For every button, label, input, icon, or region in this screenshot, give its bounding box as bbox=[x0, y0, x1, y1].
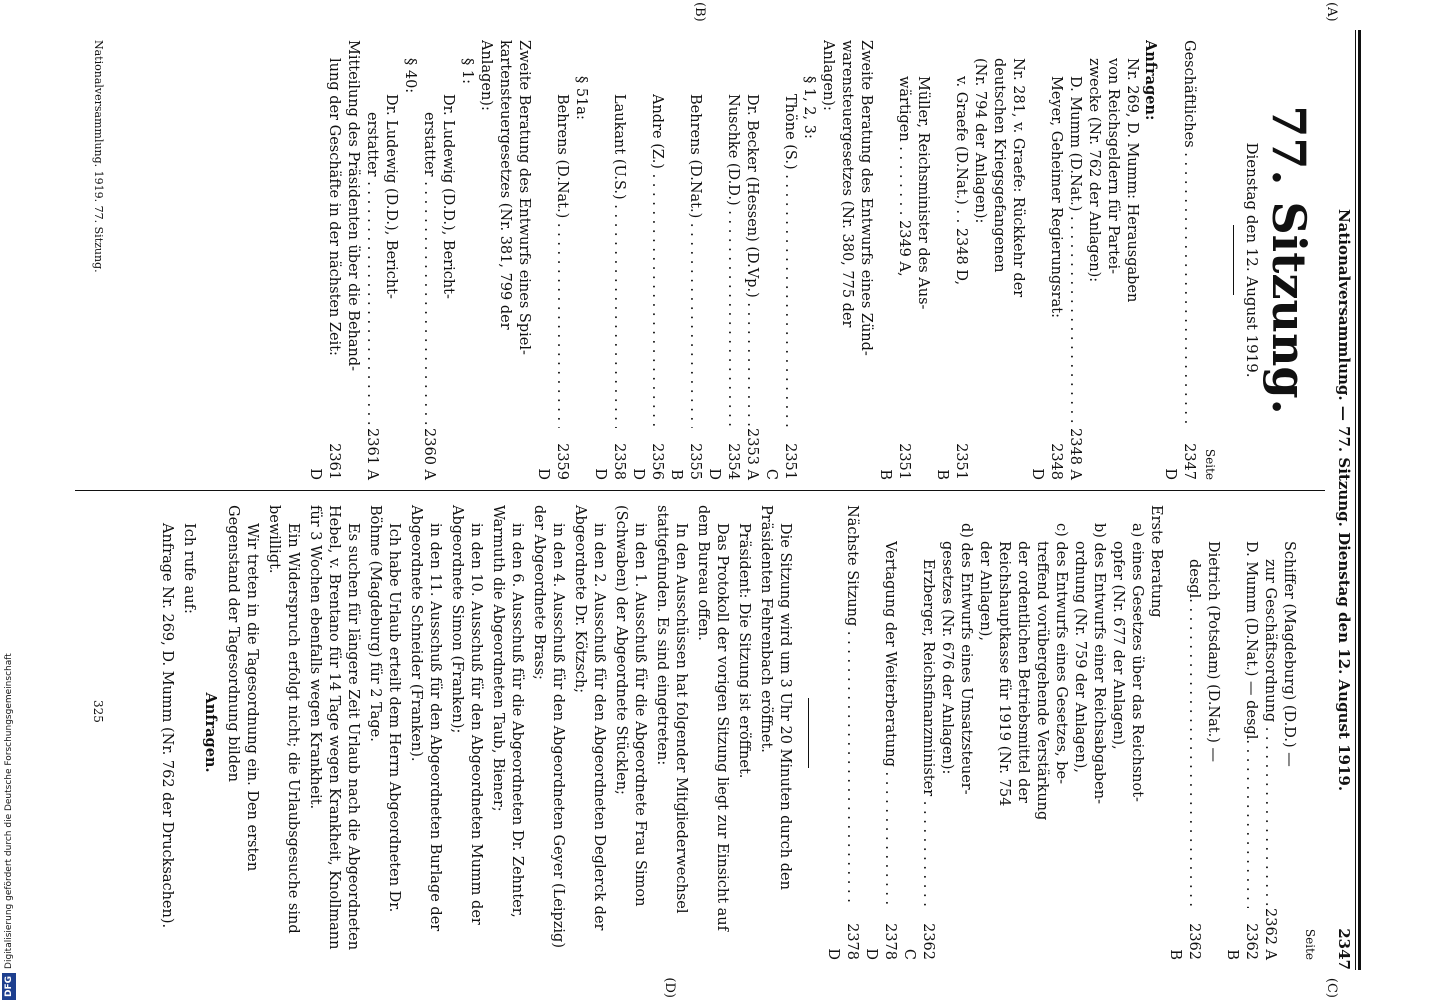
toc-entry-page: 2360 A bbox=[421, 428, 437, 480]
minutes-paragraph: in den 11. Ausschuß für den Abgeordneten Burlage der Abgeordnete Schneider (Franken). bbox=[408, 505, 443, 932]
toc-entry-text: zwecke (Nr. 762 der Anlagen): bbox=[1086, 58, 1102, 283]
toc-entry bbox=[400, 40, 419, 480]
toc-entry bbox=[761, 40, 799, 480]
toc-entry bbox=[666, 40, 704, 480]
minutes-paragraph: Ich rufe auf: bbox=[181, 523, 197, 614]
toc-entry bbox=[704, 40, 742, 480]
toc-entry-page: 2348 D bbox=[1029, 443, 1064, 480]
toc-entry-text: Dietrich (Potsdam) (D.Nat.) — bbox=[1205, 541, 1221, 762]
toc-entry-text: § 51a: bbox=[573, 76, 589, 120]
toc-entry-page: 2359 D bbox=[535, 443, 570, 480]
toc-entry bbox=[1008, 40, 1027, 480]
toc-entry bbox=[533, 40, 571, 480]
toc-entry-text: Dr. Ludewig (D.D.), Bericht- bbox=[440, 94, 456, 299]
toc-entry bbox=[937, 505, 956, 960]
toc-entry-text: deutschen Kriegsgefangenen bbox=[991, 58, 1007, 273]
toc-entry bbox=[956, 505, 975, 960]
toc-entry-text: Schiffer (Magdeburg) (D.D.) — bbox=[1281, 541, 1297, 767]
toc-entry-text: Erzberger, Reichsfinanzminister . . . bbox=[918, 559, 937, 908]
toc-entry-text: Laukant (U.S.) . . . bbox=[609, 94, 628, 428]
toc-entry-text: Zweite Beratung des Entwurfs eines Zünd- bbox=[858, 40, 874, 356]
margin-mark-a: (A) bbox=[1324, 2, 1339, 22]
toc-entry-text: desgl. . . . bbox=[1184, 559, 1203, 908]
toc-entry-text: Nächste Sitzung . . . bbox=[842, 505, 861, 908]
right-toc bbox=[823, 505, 1298, 960]
toc-entry bbox=[438, 40, 457, 480]
toc-entry-text: Behrens (D.Nat.) . . . bbox=[685, 94, 704, 428]
toc-entry bbox=[1051, 505, 1070, 960]
toc-entry bbox=[823, 505, 861, 960]
toc-entry-text: D. Mumm (D.Nat.) — desgl. . . . bbox=[1241, 541, 1260, 908]
toc-entry bbox=[1108, 505, 1127, 960]
page-number: 2347 bbox=[1335, 928, 1353, 970]
toc-entry-text: a) eines Gesetzes über das Reichsnot- bbox=[1129, 523, 1145, 802]
toc-entry bbox=[913, 40, 932, 480]
toc-entry bbox=[1070, 505, 1089, 960]
folio: 325 bbox=[91, 700, 105, 723]
toc-entry bbox=[362, 40, 381, 480]
running-title: Nationalversammlung. — 77. Sitzung. Dienstag den 12. August 1919. bbox=[1335, 208, 1353, 792]
toc-entry-text: v. Graefe (D.Nat.) . . 2348 D, bbox=[953, 76, 969, 286]
left-column bbox=[305, 40, 1319, 480]
toc-entry-page: 2378 D bbox=[863, 923, 898, 960]
toc-entry bbox=[1032, 505, 1051, 960]
toc-entry-text: gesetzes (Nr. 676 der Anlagen): bbox=[939, 541, 955, 775]
toc-entry bbox=[1089, 505, 1108, 960]
toc-entry bbox=[343, 40, 362, 480]
toc-entry bbox=[1260, 505, 1279, 960]
minutes-body bbox=[157, 505, 794, 960]
toc-entry-text: von Reichsgeldern für Partei- bbox=[1105, 58, 1121, 275]
margin-mark-d: (D) bbox=[662, 977, 677, 998]
toc-entry-page: 2351 B bbox=[877, 443, 912, 480]
toc-entry-text: ordnung (Nr. 759 der Anlagen), bbox=[1072, 541, 1088, 773]
header-rule bbox=[1358, 30, 1361, 970]
toc-entry-text: Mitteilung des Präsidenten über die Behand- bbox=[345, 40, 361, 372]
toc-entry bbox=[457, 40, 476, 480]
minutes-paragraph: in den 4. Ausschuß für den Abgeordneten Geyer (Leipzig) der Abgeordnete Brass; bbox=[531, 505, 566, 948]
toc-entry-text: Behrens (D.Nat.) . . . bbox=[552, 94, 571, 428]
toc-entry bbox=[1127, 505, 1146, 960]
toc-entry bbox=[875, 40, 913, 480]
toc-entry bbox=[975, 505, 994, 960]
minutes-paragraph: Präsident: Die Sitzung ist eröffnet. bbox=[736, 523, 752, 779]
margin-mark-b: (B) bbox=[692, 2, 707, 22]
seite-label: Seite bbox=[1203, 448, 1217, 480]
toc-entry-text: Thöne (S.) . . . bbox=[780, 94, 799, 428]
toc-entry-text: kartensteuergesetzes (Nr. 381, 799 der bbox=[497, 40, 513, 330]
toc-entry-page: 2358 D bbox=[592, 443, 627, 480]
side-note-text: Digitalisierung gefördert durch die Deutsche Forschungsgemeinschaft bbox=[4, 653, 14, 969]
toc-entry bbox=[590, 40, 628, 480]
toc-entry-page: 2356 D bbox=[630, 443, 665, 480]
minutes-paragraph: Ein Widerspruch erfolgt nicht; die Urlaubsgesuche sind bewilligt. bbox=[266, 505, 301, 934]
toc-entry bbox=[818, 40, 837, 480]
toc-entry-text: d) des Entwurfs eines Umsatzsteuer- bbox=[958, 523, 974, 795]
toc-entry-text: lung der Geschäfte in der nächsten Zeit: bbox=[326, 58, 342, 356]
toc-entry bbox=[1279, 505, 1298, 960]
toc-entry-page: 2362 B bbox=[1167, 923, 1202, 960]
toc-entry-text: wärtigen . . . . . . . . 2349 A, bbox=[896, 76, 912, 277]
toc-entry bbox=[476, 40, 495, 480]
toc-entry bbox=[1065, 40, 1084, 480]
minutes-paragraph: Ich habe Urlaub erteilt dem Herrn Abgeordneten Dr. Böhme (Magdeburg) für 2 Tage. bbox=[367, 505, 402, 913]
toc-entry bbox=[419, 40, 438, 480]
minutes-paragraph: Anfrage Nr. 269, D. Mumm (Nr. 762 der Drucksachen). bbox=[159, 523, 175, 929]
session-title: 77. Sitzung. bbox=[1262, 105, 1316, 415]
toc-entry bbox=[899, 505, 937, 960]
dfg-logo: DFG bbox=[2, 973, 16, 1000]
minutes-paragraph: in den 6. Ausschuß für die Abgeordneten Dr. Zehnter, Warmuth die Abgeordneten Taub, Biener; bbox=[490, 505, 525, 918]
toc-entry bbox=[1146, 505, 1165, 960]
toc-entry-text: Müller, Reichsminister des Aus- bbox=[915, 76, 931, 310]
toc-entry-page: 2362 A bbox=[1262, 908, 1278, 960]
running-header bbox=[1327, 30, 1353, 970]
toc-entry bbox=[932, 40, 970, 480]
header-rule-thin bbox=[1355, 30, 1356, 970]
column-rule bbox=[75, 490, 1325, 491]
toc-entry bbox=[994, 505, 1013, 960]
toc-entry bbox=[305, 40, 343, 480]
minutes-paragraph: Die Sitzung wird um 3 Uhr 20 Minuten durch den Präsidenten Fehrenbach eröffnet. bbox=[758, 505, 793, 890]
toc-entry bbox=[495, 40, 514, 480]
toc-entry-page: 2355 B bbox=[668, 443, 703, 480]
toc-entry bbox=[1222, 505, 1260, 960]
toc-entry-text: Andre (Z.) . . . bbox=[647, 94, 666, 428]
toc-entry-page: 2351 C bbox=[763, 443, 798, 480]
toc-entry bbox=[1141, 40, 1160, 480]
toc-entry-page: 2361 A bbox=[364, 428, 380, 480]
left-toc bbox=[305, 40, 1198, 480]
toc-entry bbox=[1165, 505, 1203, 960]
toc-entry-page: 2353 A bbox=[744, 428, 760, 480]
toc-entry bbox=[381, 40, 400, 480]
toc-entry-page: 2361 D bbox=[307, 443, 342, 480]
toc-entry-page: 2354 D bbox=[706, 443, 741, 480]
toc-entry-text: treffend vorübergehende Verstärkung bbox=[1034, 541, 1050, 821]
toc-entry bbox=[1013, 505, 1032, 960]
minutes-paragraph: in den 10. Ausschuß für den Abgeordneten Mumm der Abgeordnete Simon (Franken); bbox=[449, 505, 484, 925]
minutes-paragraph: Es suchen für längere Zeit Urlaub nach die Abgeordneten Hebel, v. Brentano für 14 Tage wegen Krankheit, Knollmann für 3 Wochen ebenfalls wegen Krankheit. bbox=[307, 505, 361, 951]
toc-entry-text: Reichshauptkasse für 1919 (Nr. 754 bbox=[996, 541, 1012, 807]
toc-entry-page: 2348 A bbox=[1067, 428, 1083, 480]
toc-entry-text: warensteuergesetzes (Nr. 380, 775 der bbox=[839, 40, 855, 328]
footer-note: Nationalversammlung. 1919. 77. Sitzung. bbox=[92, 40, 105, 273]
toc-entry-page: 2347 D bbox=[1162, 443, 1197, 480]
toc-entry-text: Zweite Beratung des Entwurfs eines Spiel- bbox=[516, 40, 532, 355]
toc-entry-text: c) des Entwurfs eines Gesetzes, be- bbox=[1053, 523, 1069, 784]
title-rule bbox=[1233, 225, 1234, 295]
minutes-paragraph: in den 2. Ausschuß für den Abgeordneten Deglerck der Abgeordnete Dr. Kötzsch; bbox=[572, 505, 607, 931]
toc-entry bbox=[989, 40, 1008, 480]
toc-entry-text: erstatter . . . bbox=[362, 112, 381, 428]
toc-entry-text: (Nr. 794 der Anlagen): bbox=[972, 58, 988, 224]
toc-entry-page: 2378 D bbox=[825, 923, 860, 960]
toc-entry-text: Nr. 281, v. Graefe: Rückkehr der bbox=[1010, 58, 1026, 298]
toc-entry bbox=[1122, 40, 1141, 480]
toc-entry bbox=[799, 40, 818, 480]
minutes-paragraph: in den 1. Ausschuß für die Abgeordnete Frau Simon (Schwaben) der Abgeordnete Stücklen; bbox=[613, 505, 648, 907]
toc-entry-text: Meyer, Geheimer Regierungsrat: bbox=[1048, 76, 1064, 318]
toc-entry-page: 2362 B bbox=[1224, 923, 1259, 960]
toc-entry-text: Vertagung der Weiterberatung . . . bbox=[880, 541, 899, 908]
toc-entry-text: Anlagen): bbox=[820, 40, 836, 111]
session-date: Dienstag den 12. August 1919. bbox=[1243, 142, 1261, 378]
toc-entry-page: 2362 C bbox=[901, 923, 936, 960]
toc-entry-text: Anfragen: bbox=[1142, 40, 1159, 121]
toc-entry bbox=[742, 40, 761, 480]
body-rule bbox=[808, 698, 809, 768]
toc-entry-text: der Anlagen), bbox=[977, 541, 993, 641]
minutes-paragraph: Das Protokoll der vorigen Sitzung liegt zur Einsicht auf dem Bureau offen. bbox=[695, 505, 730, 931]
toc-entry-text: Geschäftliches . . . bbox=[1179, 40, 1198, 428]
margin-mark-c: (C) bbox=[1324, 977, 1339, 998]
toc-entry bbox=[1084, 40, 1103, 480]
toc-entry-text: zur Geschäftsordnung . . . bbox=[1260, 559, 1279, 908]
right-column bbox=[157, 505, 1319, 960]
toc-entry-text: Nuschke (D.D.) . . . bbox=[723, 94, 742, 428]
toc-entry-text: Anlagen): bbox=[478, 40, 494, 111]
toc-entry bbox=[856, 40, 875, 480]
side-note bbox=[2, 0, 16, 1000]
toc-entry bbox=[1027, 40, 1065, 480]
toc-entry bbox=[1203, 505, 1222, 960]
toc-entry bbox=[1160, 40, 1198, 480]
toc-entry-text: § 1: bbox=[459, 58, 475, 84]
minutes-paragraph: Wir treten in die Tagesordnung ein. Den ersten Gegenstand der Tagesordnung bilden bbox=[225, 505, 260, 872]
toc-entry-text: b) des Entwurfs einer Reichsabgaben- bbox=[1091, 523, 1107, 804]
seite-label-right: Seite bbox=[1303, 928, 1317, 960]
toc-entry-text: erstatter . . . bbox=[419, 112, 438, 428]
toc-entry-page: 2351 B bbox=[934, 443, 969, 480]
toc-entry-text: Dr. Becker (Hessen) (D.Vp.) . . . bbox=[742, 94, 761, 428]
toc-entry bbox=[1103, 40, 1122, 480]
toc-entry-text: Erste Beratung bbox=[1148, 505, 1164, 618]
toc-entry-text: Nr. 269, D. Mumm: Herausgaben bbox=[1124, 58, 1140, 303]
toc-entry bbox=[970, 40, 989, 480]
toc-entry-text: der ordentlichen Betriebsmittel der bbox=[1015, 541, 1031, 803]
toc-entry-text: § 1, 2, 3: bbox=[801, 76, 817, 139]
toc-entry bbox=[861, 505, 899, 960]
toc-entry bbox=[514, 40, 533, 480]
toc-entry bbox=[628, 40, 666, 480]
minutes-paragraph: Anfragen. bbox=[202, 692, 219, 773]
toc-entry-text: D. Mumm (D.Nat.) . . . bbox=[1065, 76, 1084, 428]
minutes-paragraph: In den Ausschüssen hat folgender Mitgliederwechsel stattgefunden. Es sind eingetreten: bbox=[654, 505, 689, 914]
toc-entry bbox=[571, 40, 590, 480]
toc-entry-text: Dr. Ludewig (D.D.), Bericht- bbox=[383, 94, 399, 299]
toc-entry-text: § 40: bbox=[402, 58, 418, 94]
toc-entry bbox=[837, 40, 856, 480]
toc-entry-text: opfer (Nr. 677 der Anlagen), bbox=[1110, 541, 1126, 750]
rotated-page bbox=[67, 0, 1367, 1000]
